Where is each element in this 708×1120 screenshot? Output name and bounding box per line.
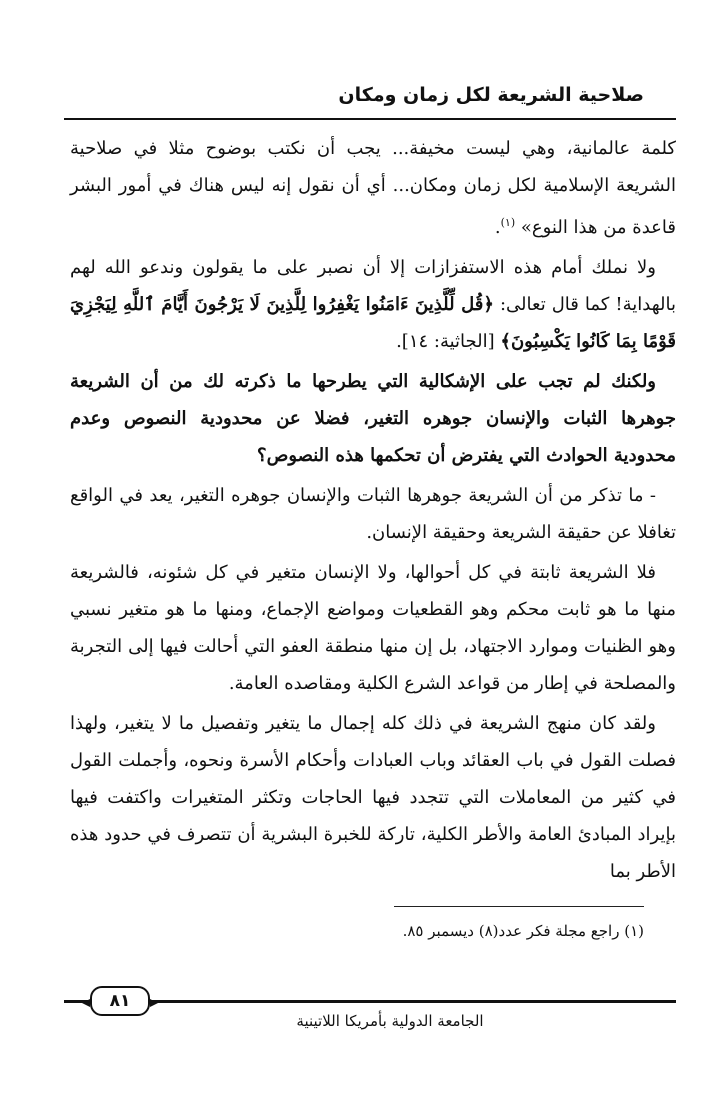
paragraph-6: ولقد كان منهج الشريعة في ذلك كله إجمال ما يتغير وتفصيل ما لا يتغير، ولهذا فصلت القول في باب العقائد وباب العبادات وأحكام الأسرة ونحوه، وأجملت القول في كثير من المعاملات التي تتجدد فيها الحاجات وتكثر المتغيرات واكتفت فيها بإيراد المبادئ العامة والأطر الكلية، تاركة للخبرة البشرية أن تتصرف في حدود هذه الأطر بما xyxy=(70,713,676,882)
paragraph-1: كلمة عالمانية، وهي ليست مخيفة... يجب أن نكتب بوضوح مثلا في صلاحية الشريعة الإسلامية لكل زمان ومكان... أي أن نقول إنه ليس هناك في أمور البشر قاعدة من هذا النوع» $^{(١)}$. xyxy=(70,138,676,238)
paragraph-1-text: كلمة عالمانية، وهي ليست مخيفة... يجب أن نكتب بوضوح مثلا في صلاحية الشريعة الإسلامية لكل زمان ومكان... أي أن نقول إنه ليس هناك في أمور البشر قاعدة من هذا النوع» xyxy=(70,138,676,238)
footnote-divider xyxy=(394,906,644,907)
footnote: (١) راجع مجلة فكر عدد(٨) ديسمبر ٨٥. xyxy=(402,922,644,940)
header-divider xyxy=(64,118,676,120)
publisher-name: الجامعة الدولية بأمريكا اللاتينية xyxy=(296,1012,484,1030)
paragraph-2 xyxy=(70,249,676,360)
question-paragraph: ولكنك لم تجب على الإشكالية التي يطرحها ما ذكرته لك من أن الشريعة جوهرها الثبات والإنسان جوهره التغير، فضلا عن محدودية النصوص وعدم محدودية الحوادث التي يفترض أن تحكمها هذه النصوص؟ xyxy=(70,371,676,466)
main-text xyxy=(70,130,676,893)
running-header-title: صلاحية الشريعة لكل زمان ومكان xyxy=(338,84,644,106)
paragraph-5: فلا الشريعة ثابتة في كل أحوالها، ولا الإنسان متغير في كل شئونه، فالشريعة منها ما هو ثابت محكم وهو القطعيات ومواضع الإجماع، ومنها ما هو متغير نسبي وهو الظنيات وموارد الاجتهاد، بل إن منها منطقة العفو التي أحالت فيها إلى التجربة والمصلحة في إطار من قواعد الشرع الكلية ومقاصده العامة. xyxy=(70,562,676,694)
answer-paragraph: - ما تذكر من أن الشريعة جوهرها الثبات والإنسان جوهره التغير، يعد في الواقع تغافلا عن حقيقة الشريعة وحقيقة الإنسان. xyxy=(70,485,676,543)
quran-verse: ﴿قُل لِّلَّذِينَ ءَامَنُوا يَغْفِرُوا لِلَّذِينَ لَا يَرْجُونَ أَيَّامَ ٱللَّهِ لِيَجْزِيَ قَوْمًا بِمَا كَانُوا يَكْسِبُونَ﴾ xyxy=(70,294,676,352)
page-number: ٨١ xyxy=(90,986,150,1016)
verse-citation: [الجاثية: ١٤]. xyxy=(396,331,495,352)
footnote-reference: (١) xyxy=(500,216,516,229)
paragraph-2-intro: ولا نملك أمام هذه الاستفزازات إلا أن نصبر على ما يقولون وندعو الله لهم بالهداية! كما قال تعالى: xyxy=(70,257,676,315)
